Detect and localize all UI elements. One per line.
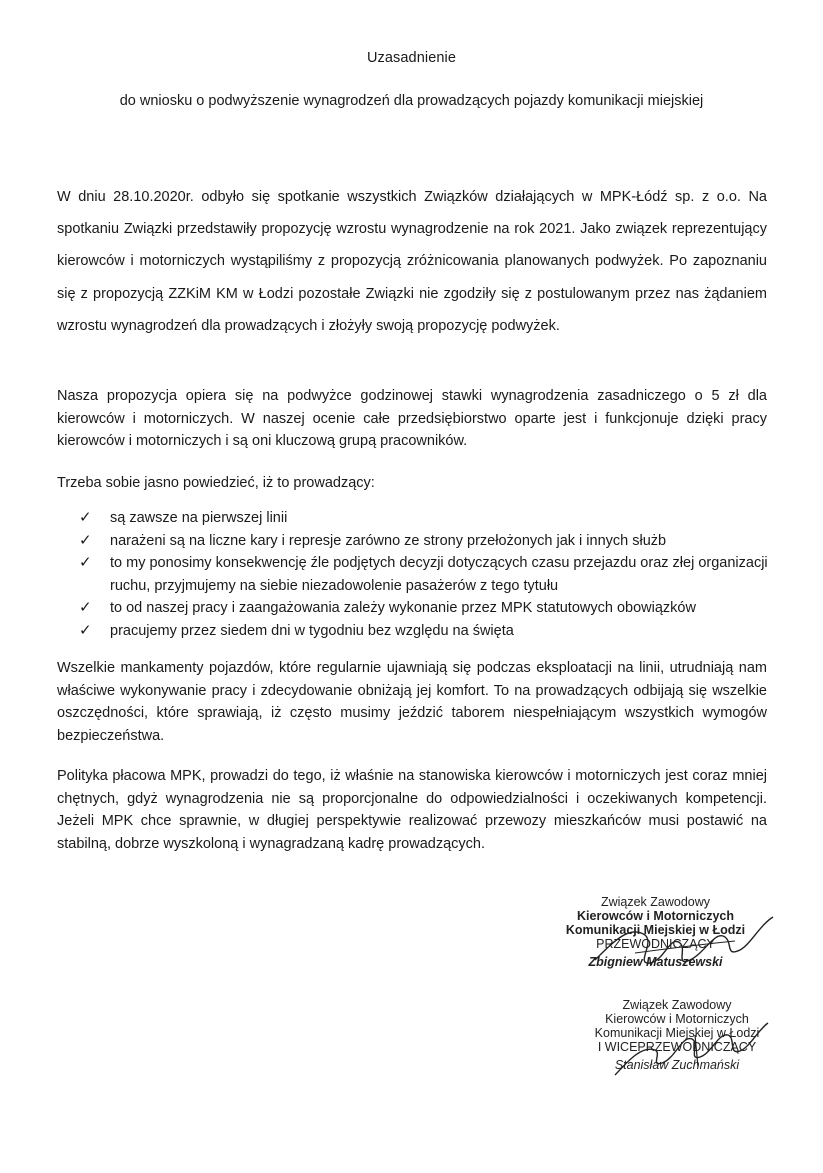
list-item [79,597,769,620]
list-item-text: pracujemy przez siedem dni w tygodniu bez względu na święta [110,622,514,639]
checkmark-icon: ✓ [79,554,92,572]
checkmark-icon: ✓ [79,531,92,549]
document-subtitle: do wniosku o podwyższenie wynagrodzeń dla prowadzących pojazdy komunikacji miejskiej [119,93,704,109]
stamp-union-drivers: Kierowców i Motorniczych [577,909,734,923]
stamp-union-name: Związek Zawodowy [600,895,711,909]
checkmark-icon: ✓ [79,599,92,617]
paragraph-pay-policy: Polityka płacowa MPK, prowadzi do tego, iż właśnie na stanowiska kierowców i motorniczych jest coraz mniej chętnych, gdyż wynagrodzenia nie są proporcjonalne do odpowiedzialności i oczekiwanych kompetencji. Jeżeli MPK chce sprawnie, w długiej perspektywie realizować przewozy mieszkańców musi postawić na stabilną, dobrze wyszkoloną i wynagradzaną kadrę prowadzących. [57,768,767,852]
document-title: Uzasadnienie [366,50,457,66]
paragraph-meeting: W dniu 28.10.2020r. odbyło się spotkanie wszystkich Związków działających w MPK-Łódź sp. z o.o. Na spotkaniu Związki przedstawiły propozycję wzrostu wynagrodzenie na rok 2021. Jako związek reprezentujący kierowców i motorniczych wystąpiliśmy z propozycją zróżnicowania planowanych podwyżek. Po zapoznaniu się z propozycją ZZKiM KM w Łodzi pozostałe Związki nie zgodziły się z postulowanym przez nas żądaniem wzrostu wynagrodzeń dla prowadzących i złożyły swoją propozycję podwyżek. [57,189,767,334]
stamp-person-name: Zbigniew Matuszewski [588,955,723,969]
stamp-role: PRZEWODNICZĄCY [596,937,715,951]
paragraph-vehicle-defects: Wszelkie mankamenty pojazdów, które regularnie ujawniają się podczas eksploatacji na linii, utrudniają nam właściwe wykonywanie pracy i zdecydowanie obniżają jej komfort. To na prowadzących odbijają się wszelkie oszczędności, które sprawiają, iż często musimy jeździć taborem niespełniającym wszystkich wymogów bezpieczeństwa. [57,660,767,744]
list-item [79,507,769,530]
stamp-person-name: Stanisław Zuchmański [614,1058,740,1072]
list-item-text: są zawsze na pierwszej linii [110,510,288,526]
list-item-text: narażeni są na liczne kary i represje zarówno ze strony przełożonych jak i innych służb [110,532,667,549]
checkmark-icon: ✓ [79,509,92,526]
stamp-union-city: Komunikacji Miejskiej w Łodzi [565,923,746,937]
list-item-text: to my ponosimy konsekwencję źle podjętych decyzji dotyczących czasu przejazdu oraz złej organizacji ruchu, przyjmujemy na siebie niezadowolenie pasażerów z tego tytułu [110,555,768,594]
list-item-text: to od naszej pracy i zaangażowania zależy wykonanie przez MPK statutowych obowiązków [110,600,696,617]
stamp-union-name: Związek Zawodowy [622,998,732,1012]
stamp-role: I WICEPRZEWODNICZĄCY [597,1040,757,1054]
checkmark-icon: ✓ [79,621,92,639]
chairman-signature [575,905,775,985]
reasons-list [79,507,769,643]
list-item [79,530,769,553]
vice-chairman-signature [600,1005,780,1085]
stamp-union-drivers: Kierowców i Motorniczych [605,1012,749,1026]
list-item [79,552,769,597]
paragraph-proposal: Nasza propozycja opiera się na podwyżce godzinowej stawki wynagrodzenia zasadniczego o 5 zł dla kierowców i motorniczych. W naszej ocenie całe przedsiębiorstwo oparte jest i funkcjonuje dzięki pracy kierowców i motorniczych i są oni kluczową grupą pracowników. [57,388,767,450]
list-item [79,620,769,643]
stamp-union-city: Komunikacji Miejskiej w Łodzi [594,1026,760,1040]
paragraph-list-intro: Trzeba sobie jasno powiedzieć, iż to prowadzący: [57,475,375,491]
